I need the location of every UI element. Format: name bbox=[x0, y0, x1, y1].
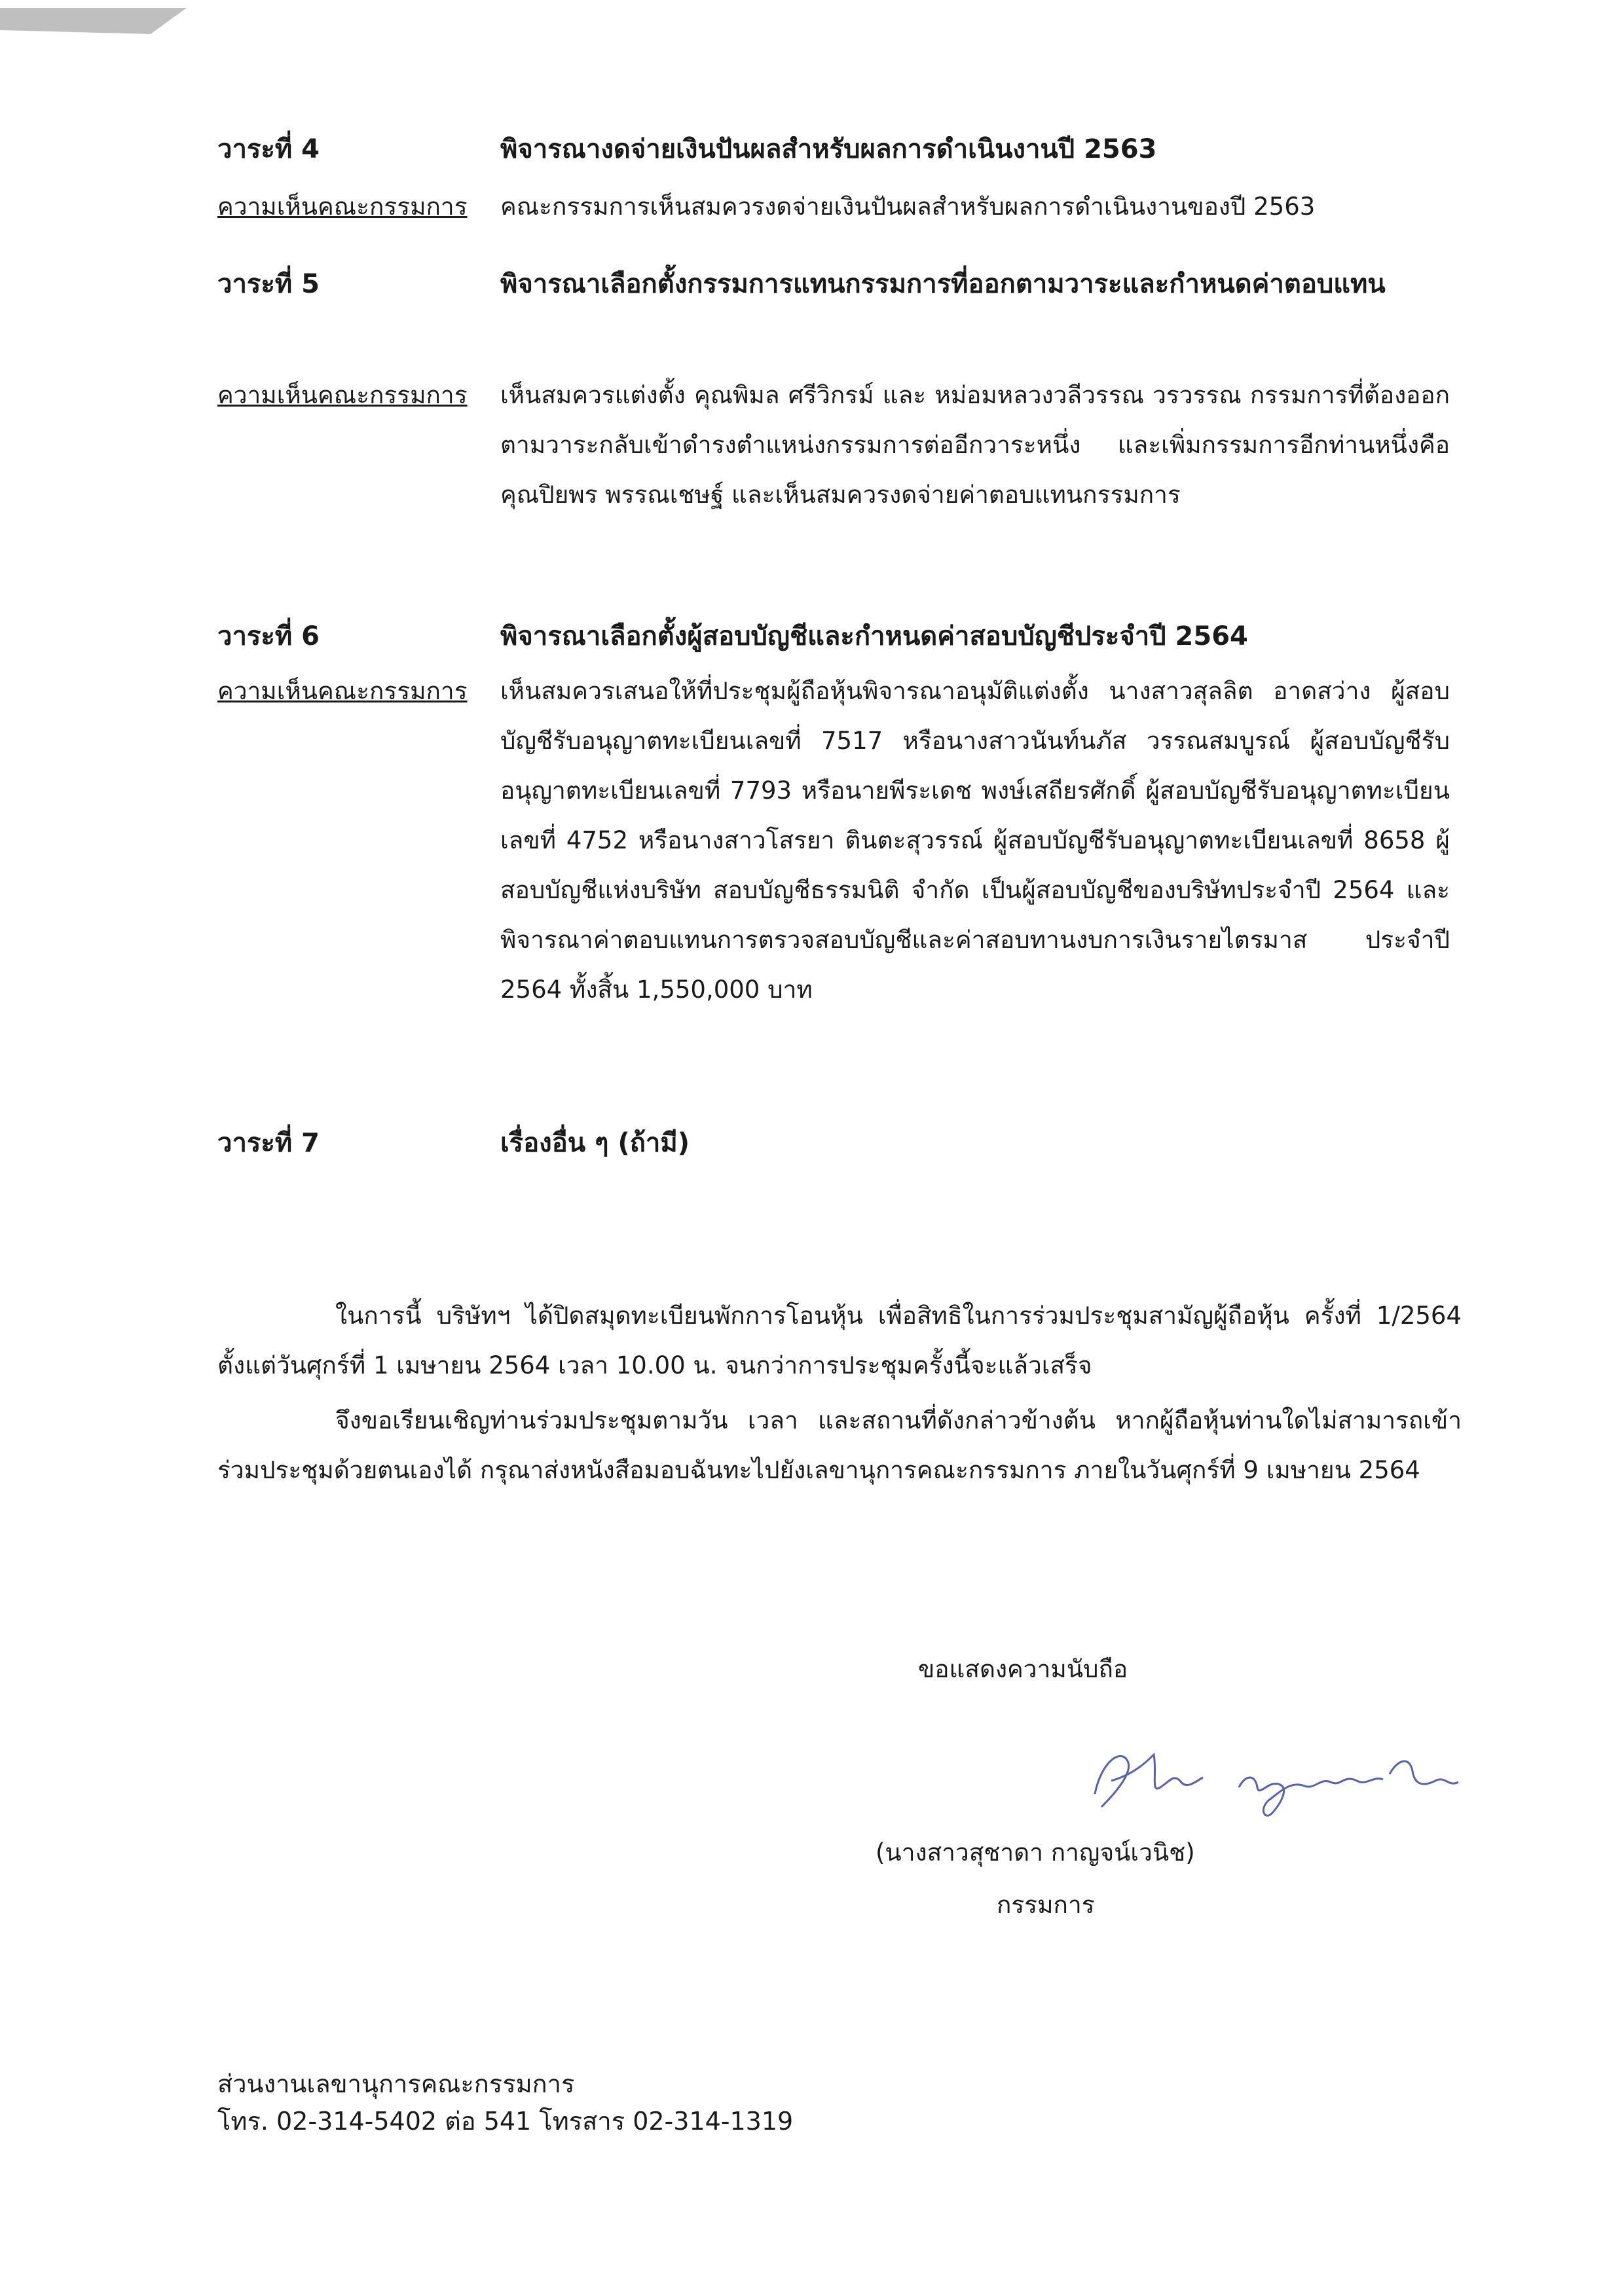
scan-edge-mark bbox=[0, 0, 196, 39]
opinion-label: ความเห็นคณะกรรมการ bbox=[217, 192, 468, 221]
opinion-label: ความเห็นคณะกรรมการ bbox=[217, 381, 468, 409]
book-closure-paragraph: ในการนี้ บริษัทฯ ได้ปิดสมุดทะเบียนพักการโอนหุ้น เพื่อสิทธิในการร่วมประชุมสามัญผู้ถือหุ้น ครั้งที่ 1/2564 ตั้งแต่วันศุกร์ที่ 1 เมษายน 2564 เวลา 10.00 น. จนกว่าการประชุมครั้งนี้จะแล้วเสร็จ bbox=[217, 1302, 1462, 1379]
signer-position: กรรมการ bbox=[997, 1891, 1095, 1919]
opinion-text: เห็นสมควรเสนอให้ที่ประชุมผู้ถือหุ้นพิจารณาอนุมัติแต่งตั้ง นางสาวสุลลิต อาดสว่าง ผู้สอบบัญชีรับอนุญาตทะเบียนเลขที่ 7517 หรือนางสาวนันท์นภัส วรรณสมบูรณ์ ผู้สอบบัญชีรับอนุญาตทะเบียนเลขที่ 7793 หรือนายพีระเดช พงษ์เสถียรศักดิ์ ผู้สอบบัญชีรับอนุญาตทะเบียนเลขที่ 4752 หรือนางสาวโสรยา ตินตะสุวรรณ์ ผู้สอบบัญชีรับอนุญาตทะเบียนเลขที่ 8658 ผู้สอบบัญชีแห่งบริษัท สอบบัญชีธรรมนิติ จำกัด เป็นผู้สอบบัญชีของบริษัทประจำปี 2564 และพิจารณาค่าตอบแทนการตรวจสอบบัญชีและค่าสอบทานงบการเงินรายไตรมาส ประจำปี 2564 ทั้งสิ้น 1,550,000 บาท bbox=[500, 677, 1450, 1004]
invitation-paragraph: จึงขอเรียนเชิญท่านร่วมประชุมตามวัน เวลา และสถานที่ดังกล่าวข้างต้น หากผู้ถือหุ้นท่านใดไม่สามารถเข้าร่วมประชุมด้วยตนเองได้ กรุณาส่งหนังสือมอบฉันทะไปยังเลขานุการคณะกรรมการ ภายในวันศุกร์ที่ 9 เมษายน 2564 bbox=[217, 1406, 1462, 1484]
footer-contact: โทร. 02-314-5402 ต่อ 541 โทรสาร 02-314-1319 bbox=[217, 2107, 794, 2136]
handwritten-signature bbox=[1082, 1735, 1475, 1827]
signer-name: (นางสาวสุชาดา กาญจน์เวนิช) bbox=[876, 1838, 1195, 1867]
agenda-number: วาระที่ 6 bbox=[217, 621, 320, 651]
agenda-title: พิจารณาเลือกตั้งผู้สอบบัญชีและกำหนดค่าสอบบัญชีประจำปี 2564 bbox=[500, 621, 1248, 651]
agenda-number: วาระที่ 7 bbox=[217, 1128, 320, 1158]
opinion-text: เห็นสมควรแต่งตั้ง คุณพิมล ศรีวิกรม์ และ หม่อมหลวงวลีวรรณ วรวรรณ กรรมการที่ต้องออกตามวาระกลับเข้าดำรงตำแหน่งกรรมการต่ออีกวาระหนึ่ง และเพิ่มกรรมการอีกท่านหนึ่งคือ คุณปิยพร พรรณเชษฐ์ และเห็นสมควรงดจ่ายค่าตอบแทนกรรมการ bbox=[500, 381, 1450, 509]
agenda-title: พิจารณาเลือกตั้งกรรมการแทนกรรมการที่ออกตามวาระและกำหนดค่าตอบแทน bbox=[500, 269, 1386, 299]
agenda-number: วาระที่ 4 bbox=[217, 134, 320, 164]
footer-department: ส่วนงานเลขานุการคณะกรรมการ bbox=[217, 2069, 575, 2098]
opinion-label: ความเห็นคณะกรรมการ bbox=[217, 677, 468, 705]
closing-salutation: ขอแสดงความนับถือ bbox=[918, 1655, 1128, 1683]
agenda-number: วาระที่ 5 bbox=[217, 269, 320, 299]
agenda-title: พิจารณางดจ่ายเงินปันผลสำหรับผลการดำเนินงานปี 2563 bbox=[500, 134, 1157, 164]
opinion-text: คณะกรรมการเห็นสมควรงดจ่ายเงินปันผลสำหรับผลการดำเนินงานของปี 2563 bbox=[500, 192, 1316, 221]
agenda-title: เรื่องอื่น ๆ (ถ้ามี) bbox=[500, 1128, 690, 1158]
